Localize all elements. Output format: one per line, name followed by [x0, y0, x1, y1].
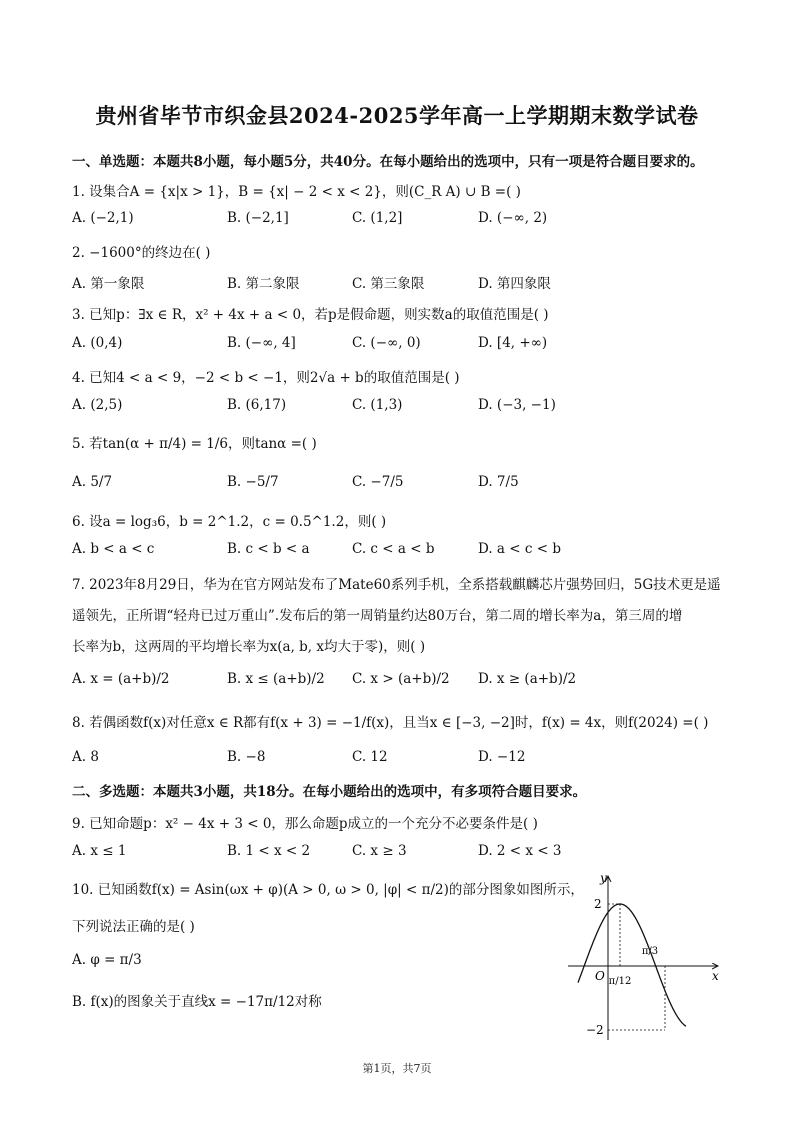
q1-option-a: A. (−2,1)	[72, 210, 134, 226]
q8-option-c: C. 12	[352, 749, 388, 765]
max-value-label: 2	[594, 897, 602, 911]
q4-option-a: A. (2,5)	[72, 397, 123, 413]
q4-option-b: B. (6,17)	[227, 397, 287, 413]
q10-option-b: B. f(x)的图象关于直线x = −17π/12对称	[72, 994, 322, 1010]
q7-option-d: D. x ≥ (a+b)/2	[478, 671, 577, 687]
q6-option-d: D. a < c < b	[478, 541, 561, 557]
q3-option-b: B. (−∞, 4]	[227, 335, 296, 351]
q1-option-c: C. (1,2]	[352, 210, 403, 226]
q6-option-a: A. b < a < c	[72, 541, 155, 557]
q5-option-c: C. −7/5	[352, 474, 404, 490]
question-7-line-3: 长率为b，这两周的平均增长率为x(a, b, x均大于零)，则( )	[72, 639, 426, 655]
question-3-stem: 3. 已知p：∃x ∈ R，x² + 4x + a < 0，若p是假命题，则实数a的取值范围是( )	[72, 307, 549, 323]
q2-option-a: A. 第一象限	[72, 276, 145, 292]
question-7-line-2: 遥领先，正所谓“轻舟已过万重山”.发布后的第一周销量约达80万台，第二周的增长率为a，第三周的增	[72, 608, 683, 624]
q2-option-b: B. 第二象限	[227, 276, 300, 292]
function-graph-svg	[560, 868, 730, 1048]
question-10-line-1: 10. 已知函数f(x) = Asin(ωx + φ)(A > 0, ω > 0, |φ| < π/2)的部分图象如图所示，	[72, 882, 584, 898]
sine-curve	[578, 904, 686, 1026]
q2-option-c: C. 第三象限	[352, 276, 425, 292]
page-title: 贵州省毕节市织金县2024-2025学年高一上学期期末数学试卷	[95, 103, 699, 128]
q5-option-a: A. 5/7	[72, 474, 113, 490]
question-4-stem: 4. 已知4 < a < 9，−2 < b < −1，则2√a + b的取值范围是( )	[72, 370, 460, 386]
question-7-line-1: 7. 2023年8月29日，华为在官方网站发布了Mate60系列手机，全系搭载麒麟芯片强势回归，5G技术更是遥	[72, 577, 721, 593]
q4-option-c: C. (1,3)	[352, 397, 403, 413]
q8-option-a: A. 8	[72, 749, 99, 765]
q9-option-d: D. 2 < x < 3	[478, 843, 562, 859]
y-axis-label: y	[600, 871, 607, 885]
q7-option-a: A. x = (a+b)/2	[72, 671, 170, 687]
q3-option-c: C. (−∞, 0)	[352, 335, 421, 351]
question-6-stem: 6. 设a = log₃6，b = 2^1.2，c = 0.5^1.2，则( )	[72, 514, 387, 530]
q6-option-b: B. c < b < a	[227, 541, 310, 557]
q1-option-d: D. (−∞, 2)	[478, 210, 548, 226]
q5-option-b: B. −5/7	[227, 474, 279, 490]
question-1-stem: 1. 设集合A = {x|x > 1}，B = {x| − 2 < x < 2}，则(C_R A) ∪ B =( )	[72, 184, 521, 200]
q8-option-d: D. −12	[478, 749, 526, 765]
q2-option-d: D. 第四象限	[478, 276, 551, 292]
section-heading-single-choice: 一、单选题：本题共8小题，每小题5分，共40分。在每小题给出的选项中，只有一项是符合题目要求的。	[72, 154, 704, 170]
q7-option-b: B. x ≤ (a+b)/2	[227, 671, 325, 687]
question-2-stem: 2. −1600°的终边在( )	[72, 245, 211, 261]
function-graph-figure	[560, 868, 730, 1048]
x-axis-label: x	[712, 969, 719, 983]
q9-option-c: C. x ≥ 3	[352, 843, 407, 859]
origin-label: O	[595, 969, 605, 983]
q7-option-c: C. x > (a+b)/2	[352, 671, 450, 687]
q9-option-a: A. x ≤ 1	[72, 843, 127, 859]
q1-option-b: B. (−2,1]	[227, 210, 289, 226]
q4-option-d: D. (−3, −1)	[478, 397, 556, 413]
x-tick-pi-over-12: π/12	[608, 976, 632, 987]
q10-option-a: A. φ = π/3	[72, 952, 142, 968]
section-heading-multiple-choice: 二、多选题：本题共3小题，共18分。在每小题给出的选项中，有多项符合题目要求。	[72, 784, 587, 800]
question-9-stem: 9. 已知命题p：x² − 4x + 3 < 0，那么命题p成立的一个充分不必要条件是( )	[72, 816, 538, 832]
q3-option-a: A. (0,4)	[72, 335, 123, 351]
question-8-stem: 8. 若偶函数f(x)对任意x ∈ R都有f(x + 3) = −1/f(x)，且当x ∈ [−3, −2]时，f(x) = 4x，则f(2024) =( )	[72, 715, 709, 731]
min-value-label: −2	[586, 1023, 604, 1037]
q8-option-b: B. −8	[227, 749, 266, 765]
q6-option-c: C. c < a < b	[352, 541, 435, 557]
x-tick-pi-over-3: π/3	[641, 946, 659, 957]
question-10-line-2: 下列说法正确的是( )	[72, 919, 195, 935]
q3-option-d: D. [4, +∞)	[478, 335, 548, 351]
question-5-stem: 5. 若tan(α + π/4) = 1/6，则tanα =( )	[72, 436, 317, 452]
q9-option-b: B. 1 < x < 2	[227, 843, 311, 859]
page-footer: 第1页，共7页	[362, 1062, 432, 1075]
q5-option-d: D. 7/5	[478, 474, 519, 490]
